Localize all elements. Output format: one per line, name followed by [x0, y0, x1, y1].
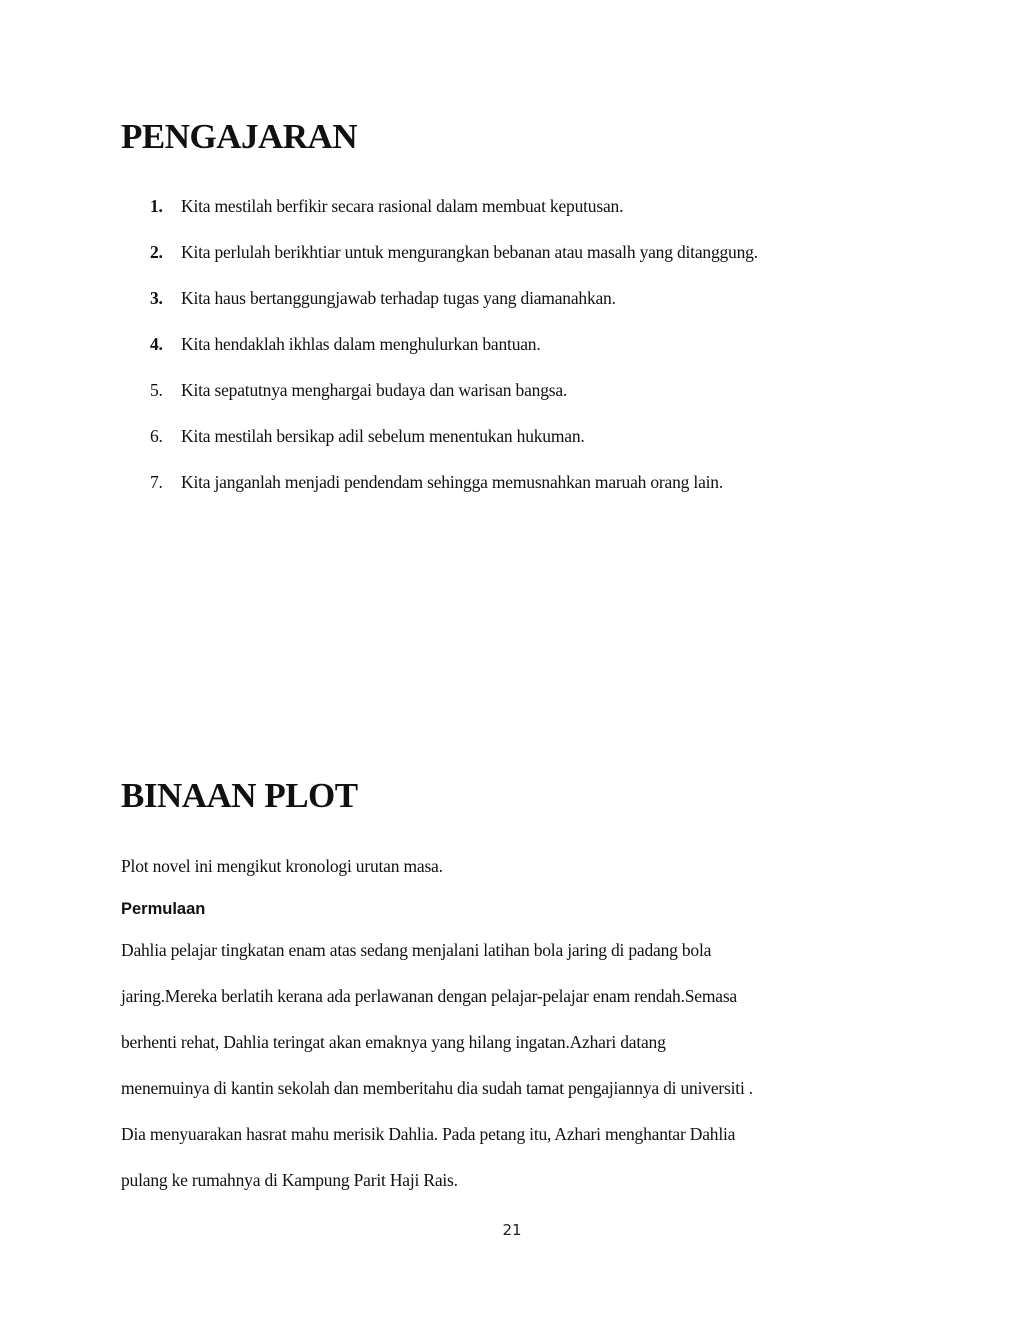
lesson-text: Kita sepatutnya menghargai budaya dan warisan bangsa. — [181, 380, 568, 400]
lesson-item — [150, 288, 758, 334]
lesson-item — [150, 196, 758, 242]
lesson-text: Kita janganlah menjadi pendendam sehingga memusnahkan maruah orang lain. — [181, 472, 724, 492]
lesson-number: 2. — [150, 242, 163, 262]
lesson-text: Kita hendaklah ikhlas dalam menghulurkan bantuan. — [181, 334, 541, 354]
heading-pengajaran: PENGAJARAN — [121, 117, 358, 156]
paragraph-line: pulang ke rumahnya di Kampung Parit Haji Rais. — [121, 1170, 458, 1190]
lesson-text: Kita haus bertanggungjawab terhadap tugas yang diamanahkan. — [181, 288, 616, 308]
lesson-number: 4. — [150, 334, 163, 354]
lesson-list — [150, 196, 758, 518]
heading-binaan-plot: BINAAN PLOT — [121, 776, 358, 815]
paragraph-line: Dahlia pelajar tingkatan enam atas sedang menjalani latihan bola jaring di padang bola — [121, 940, 712, 960]
lesson-text: Kita mestilah bersikap adil sebelum menentukan hukuman. — [181, 426, 585, 446]
page-number: 21 — [502, 1221, 522, 1239]
lesson-number: 3. — [150, 288, 163, 308]
lesson-number: 5. — [150, 380, 163, 400]
paragraph-line: jaring.Mereka berlatih kerana ada perlawanan dengan pelajar-pelajar enam rendah.Semasa — [121, 986, 738, 1006]
lesson-item — [150, 242, 758, 288]
lesson-item — [150, 334, 758, 380]
lesson-number: 7. — [150, 472, 163, 492]
lesson-item — [150, 472, 758, 518]
permulaan-paragraph — [121, 940, 753, 1216]
lesson-number: 6. — [150, 426, 163, 446]
lesson-number: 1. — [150, 196, 163, 216]
plot-intro: Plot novel ini mengikut kronologi urutan masa. — [121, 856, 443, 876]
paragraph-line: Dia menyuarakan hasrat mahu merisik Dahlia. Pada petang itu, Azhari menghantar Dahlia — [121, 1124, 736, 1144]
paragraph-line: berhenti rehat, Dahlia teringat akan emaknya yang hilang ingatan.Azhari datang — [121, 1032, 666, 1052]
paragraph-line: menemuinya di kantin sekolah dan memberitahu dia sudah tamat pengajiannya di universiti . — [121, 1078, 753, 1098]
lesson-text: Kita perlulah berikhtiar untuk mengurangkan bebanan atau masalh yang ditanggung. — [181, 242, 758, 262]
lesson-item — [150, 380, 758, 426]
subheading-permulaan: Permulaan — [121, 900, 206, 918]
lesson-item — [150, 426, 758, 472]
lesson-text: Kita mestilah berfikir secara rasional dalam membuat keputusan. — [181, 196, 624, 216]
